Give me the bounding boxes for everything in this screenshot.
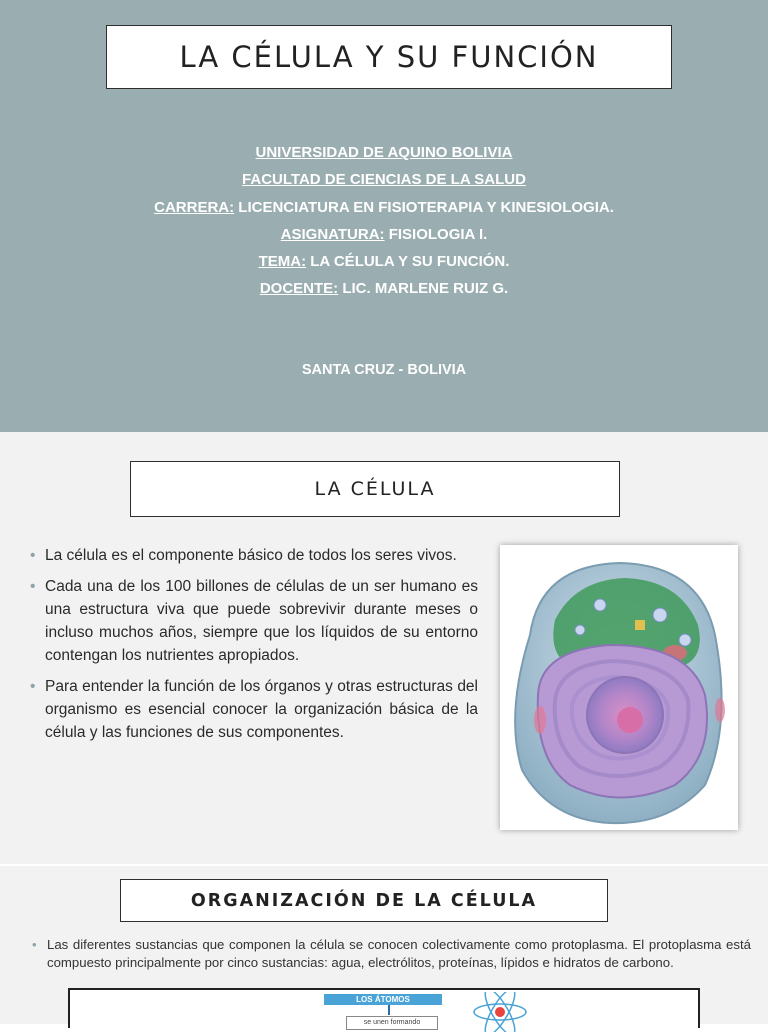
info-line-career: CARRERA: LICENCIATURA EN FISIOTERAPIA Y KINESIOLOGIA. — [154, 198, 614, 216]
info-block — [0, 142, 768, 306]
arrow-down-icon — [388, 1005, 390, 1015]
section-title: ORGANIZACIÓN DE LA CÉLULA — [190, 890, 538, 911]
section-title-box — [130, 461, 620, 517]
section-title-box — [120, 879, 608, 922]
info-line-subject: ASIGNATURA: FISIOLOGIA I. — [280, 225, 488, 243]
info-line-topic: TEMA: LA CÉLULA Y SU FUNCIÓN. — [258, 253, 510, 271]
atom-icon — [470, 992, 530, 1032]
bullet-item: • Para entender la función de los órganos y otras estructuras del organismo es esencial conocer la organización básica de la célula y las funciones de sus componentes. — [30, 675, 478, 744]
atoms-label: LOS ÁTOMOS — [324, 994, 442, 1005]
bullet-item: • La célula es el componente básico de todos los seres vivos. — [30, 544, 478, 567]
city-label: SANTA CRUZ - BOLIVIA — [301, 362, 467, 378]
cell-illustration — [500, 545, 738, 830]
title-box — [106, 25, 672, 89]
organization-slide — [0, 866, 768, 1024]
diagram-sub-label: se unen formando — [346, 1016, 438, 1030]
cell-illustration-svg — [500, 545, 738, 830]
protoplasm-paragraph: • Las diferentes sustancias que componen la célula se conocen colectivamente como protoplasma. El protoplasma está compuesto principalmente por cinco sustancias: agua, electrólitos, proteínas, lípidos e hidratos de carbono. — [32, 936, 751, 971]
info-line-teacher: DOCENTE: LIC. MARLENE RUIZ G. — [259, 280, 509, 298]
cell-slide — [0, 432, 768, 864]
info-line-university: UNIVERSIDAD DE AQUINO BOLIVIA — [255, 144, 513, 161]
bullet-item: • Cada una de los 100 billones de células de un ser humano es una estructura viva que puede sobrevivir durante meses o incluso muchos años, siempre que los líquidos de su entorno contengan los nutrientes apropiados. — [30, 575, 478, 667]
info-line-faculty: FACULTAD DE CIENCIAS DE LA SALUD — [242, 171, 526, 189]
atoms-diagram — [68, 988, 700, 1028]
slide-title: LA CÉLULA Y SU FUNCIÓN — [179, 40, 599, 74]
section-title: LA CÉLULA — [314, 478, 436, 500]
title-slide — [0, 0, 768, 432]
bullet-list — [30, 544, 478, 752]
